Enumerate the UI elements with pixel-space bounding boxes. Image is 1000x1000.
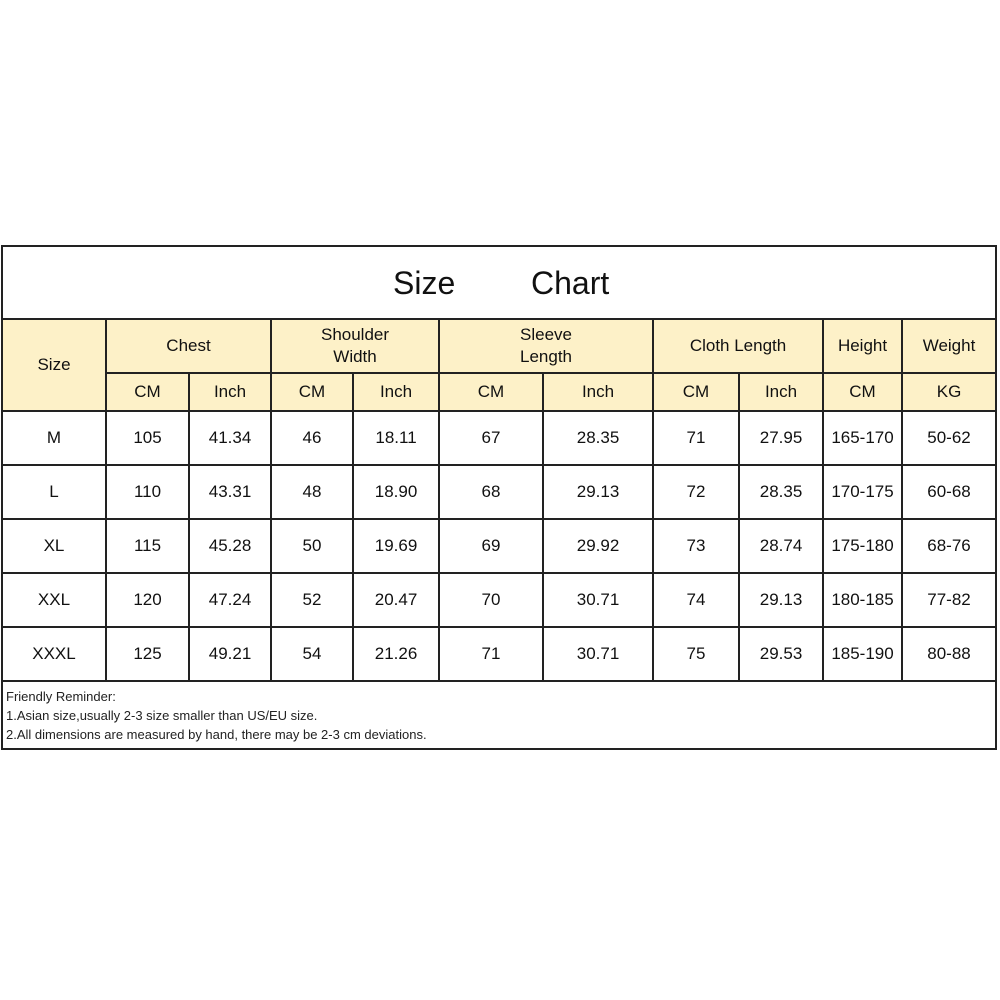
cell-chest-cm: 125 <box>106 627 189 681</box>
cell-cloth-cm: 74 <box>653 573 739 627</box>
cell-chest-cm: 105 <box>106 411 189 465</box>
cell-height: 170-175 <box>823 465 902 519</box>
cell-weight: 80-88 <box>902 627 995 681</box>
header-cloth-length: Cloth Length <box>653 320 823 373</box>
cell-sleeve-inch: 29.92 <box>543 519 653 573</box>
cell-chest-inch: 43.31 <box>189 465 271 519</box>
cell-sleeve-cm: 67 <box>439 411 543 465</box>
cell-shoulder-inch: 18.90 <box>353 465 439 519</box>
cell-cloth-cm: 73 <box>653 519 739 573</box>
table-row <box>3 627 995 681</box>
header-height: Height <box>823 320 902 373</box>
header-sleeve-length <box>439 320 653 373</box>
cell-chest-cm: 120 <box>106 573 189 627</box>
cell-chest-inch: 45.28 <box>189 519 271 573</box>
header-weight: Weight <box>902 320 995 373</box>
reminder-item: 2.All dimensions are measured by hand, there may be 2-3 cm deviations. <box>6 727 427 742</box>
size-table <box>3 320 995 682</box>
cell-cloth-cm: 71 <box>653 411 739 465</box>
cell-cloth-inch: 28.74 <box>739 519 823 573</box>
header-shoulder-width <box>271 320 439 373</box>
header-row-groups <box>3 320 995 373</box>
unit-sleeve-cm: CM <box>439 373 543 411</box>
cell-shoulder-cm: 46 <box>271 411 353 465</box>
cell-sleeve-cm: 70 <box>439 573 543 627</box>
header-sleeve-length-label: Sleeve Length <box>520 325 573 366</box>
unit-height-cm: CM <box>823 373 902 411</box>
cell-shoulder-cm: 52 <box>271 573 353 627</box>
cell-chest-cm: 115 <box>106 519 189 573</box>
cell-cloth-inch: 29.13 <box>739 573 823 627</box>
table-row <box>3 465 995 519</box>
cell-cloth-cm: 72 <box>653 465 739 519</box>
table-row <box>3 573 995 627</box>
cell-sleeve-inch: 29.13 <box>543 465 653 519</box>
cell-cloth-inch: 29.53 <box>739 627 823 681</box>
header-row-units <box>3 373 995 411</box>
header-chest: Chest <box>106 320 271 373</box>
cell-shoulder-cm: 50 <box>271 519 353 573</box>
cell-sleeve-inch: 30.71 <box>543 627 653 681</box>
table-row <box>3 411 995 465</box>
cell-size: M <box>3 411 106 465</box>
cell-height: 165-170 <box>823 411 902 465</box>
cell-weight: 50-62 <box>902 411 995 465</box>
header-shoulder-width-label: Shoulder Width <box>320 325 390 366</box>
unit-sleeve-inch: Inch <box>543 373 653 411</box>
cell-chest-inch: 49.21 <box>189 627 271 681</box>
cell-sleeve-cm: 71 <box>439 627 543 681</box>
cell-size: XL <box>3 519 106 573</box>
friendly-reminder <box>6 687 986 744</box>
cell-shoulder-inch: 21.26 <box>353 627 439 681</box>
unit-cloth-inch: Inch <box>739 373 823 411</box>
reminder-heading: Friendly Reminder: <box>6 689 116 704</box>
table-row <box>3 519 995 573</box>
title-row <box>3 247 995 320</box>
cell-size: XXXL <box>3 627 106 681</box>
unit-cloth-cm: CM <box>653 373 739 411</box>
cell-sleeve-cm: 69 <box>439 519 543 573</box>
cell-size: XXL <box>3 573 106 627</box>
unit-shoulder-cm: CM <box>271 373 353 411</box>
cell-weight: 60-68 <box>902 465 995 519</box>
reminder-item: 1.Asian size,usually 2-3 size smaller than US/EU size. <box>6 708 318 723</box>
cell-cloth-inch: 27.95 <box>739 411 823 465</box>
header-size: Size <box>3 320 106 411</box>
unit-chest-inch: Inch <box>189 373 271 411</box>
cell-chest-inch: 41.34 <box>189 411 271 465</box>
cell-chest-cm: 110 <box>106 465 189 519</box>
cell-sleeve-cm: 68 <box>439 465 543 519</box>
title-size: Size <box>393 265 456 301</box>
cell-height: 185-190 <box>823 627 902 681</box>
cell-chest-inch: 47.24 <box>189 573 271 627</box>
cell-height: 175-180 <box>823 519 902 573</box>
cell-weight: 77-82 <box>902 573 995 627</box>
cell-size: L <box>3 465 106 519</box>
cell-sleeve-inch: 28.35 <box>543 411 653 465</box>
cell-sleeve-inch: 30.71 <box>543 573 653 627</box>
cell-cloth-inch: 28.35 <box>739 465 823 519</box>
size-chart <box>1 245 997 750</box>
cell-shoulder-cm: 48 <box>271 465 353 519</box>
unit-shoulder-inch: Inch <box>353 373 439 411</box>
title-chart: Chart <box>531 265 610 301</box>
cell-weight: 68-76 <box>902 519 995 573</box>
cell-shoulder-inch: 20.47 <box>353 573 439 627</box>
cell-shoulder-inch: 18.11 <box>353 411 439 465</box>
cell-shoulder-inch: 19.69 <box>353 519 439 573</box>
unit-chest-cm: CM <box>106 373 189 411</box>
cell-height: 180-185 <box>823 573 902 627</box>
unit-weight-kg: KG <box>902 373 995 411</box>
cell-cloth-cm: 75 <box>653 627 739 681</box>
cell-shoulder-cm: 54 <box>271 627 353 681</box>
